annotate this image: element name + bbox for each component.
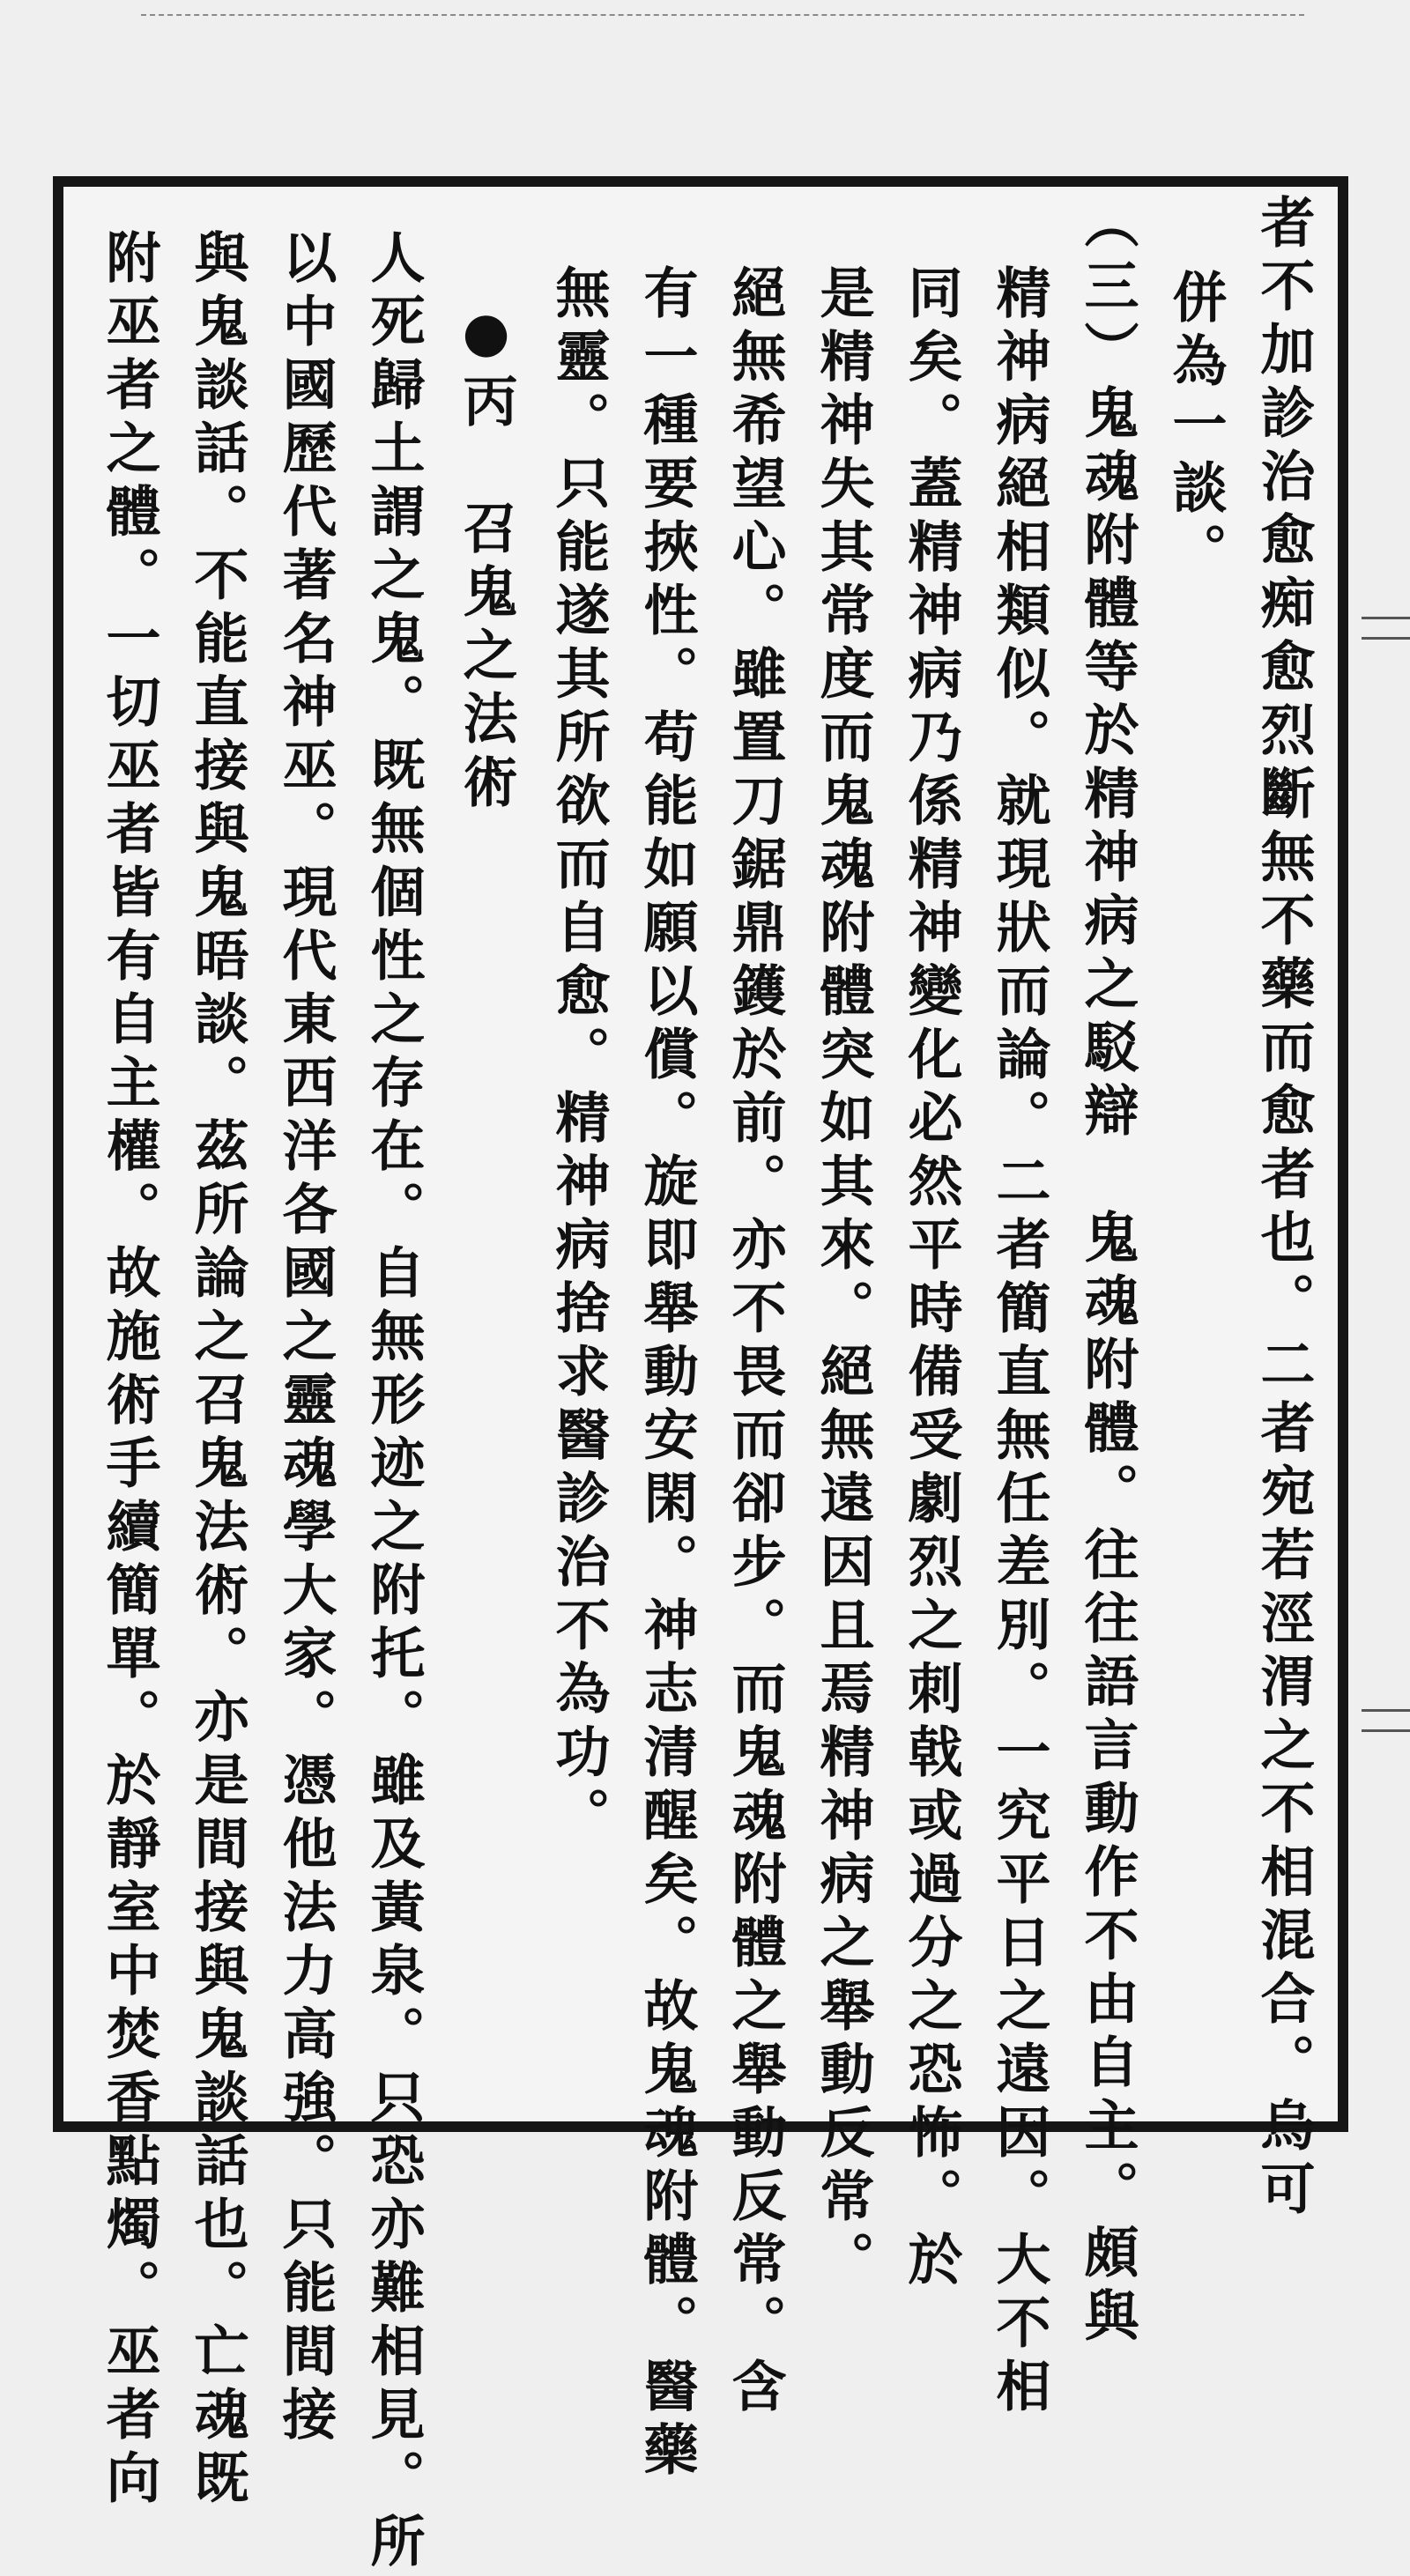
right-margin-ticks-upper: [1362, 617, 1410, 640]
text-column-6: 是精神失其常度而鬼魂附體突如其來。絕無遠因且焉精神病之舉動反常。: [811, 264, 875, 2294]
vertical-text-body: [88, 194, 1316, 2576]
text-column-5: 同矣。蓋精神病乃係精神變化必然平時備受劇烈之刺戟或過分之恐怖。於: [899, 264, 963, 2294]
text-column-7: 絕無希望心。雖置刀鋸鼎鑊於前。亦不畏而卻步。而鬼魂附體之舉動反常。含: [723, 264, 787, 2421]
text-column-1: 者不加診治愈痴愈烈斷無不藥而愈者也。二者宛若涇渭之不相混合。烏可: [1251, 194, 1316, 2224]
right-margin-ticks-lower: [1362, 1709, 1410, 1732]
text-column-13: 與鬼談話。不能直接與鬼晤談。茲所論之召鬼法術。亦是間接與鬼談話也。亡魂既: [185, 229, 249, 2513]
text-column-8: 有一種要挾性。苟能如願以償。旋即舉動安閑。神志清醒矣。故鬼魂附體。醫藥: [634, 264, 699, 2484]
top-scan-rule: [141, 14, 1304, 16]
text-column-3: （三）鬼魂附體等於精神病之駁辯 鬼魂附體。往往語言動作不由自主。頗與: [1075, 194, 1139, 2350]
text-column-11: 人死歸土謂之鬼。既無個性之存在。自無形迹之附托。雖及黃泉。只恐亦難相見。所: [361, 229, 426, 2576]
text-column-14: 附巫者之體。一切巫者皆有自主權。故施術手續簡單。於靜室中焚香點燭。巫者向: [97, 229, 161, 2513]
text-column-2: 併為一談。: [1163, 269, 1228, 586]
text-column-4: 精神病絕相類似。就現狀而論。二者簡直無任差別。一究平日之遠因。大不相: [987, 264, 1051, 2421]
section-heading-column: ●丙 召鬼之法術: [454, 300, 518, 817]
text-column-12: 以中國歷代著名神巫。現代東西洋各國之靈魂學大家。憑他法力高強。只能間接: [273, 229, 338, 2449]
text-column-9: 無靈。只能遂其所欲而自愈。精神病捨求醫診治不為功。: [546, 264, 611, 1850]
